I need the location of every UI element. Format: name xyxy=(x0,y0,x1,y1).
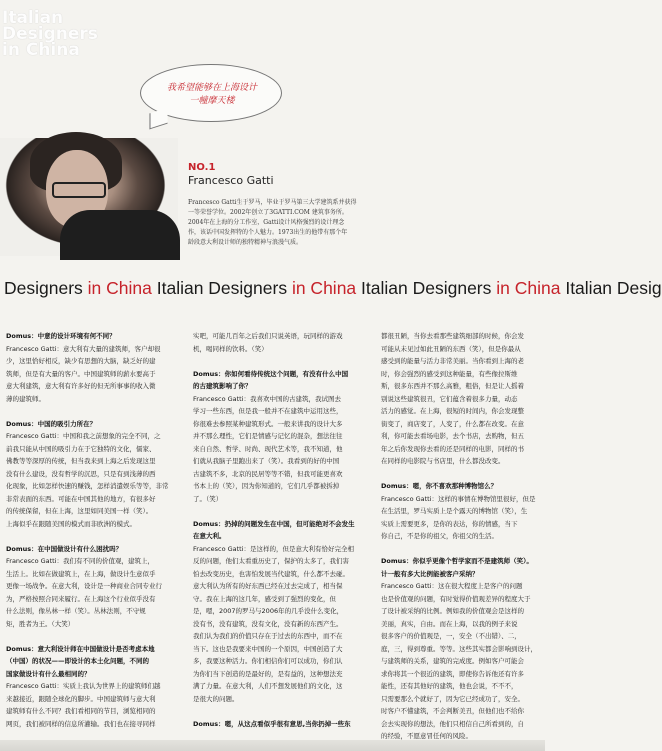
section-title-line: Italian xyxy=(2,8,64,28)
answer-line: 为，严格按照合同来履行。在上海这个行业似乎没有 xyxy=(6,594,156,603)
answer-line: 利，你可能去看场电影，去个书店，去购物，但五 xyxy=(381,432,524,440)
answer-line: Francesco Gatti：是这样的，但是意大利有恰好完全相 xyxy=(193,544,355,553)
question-line: Domus：嗯，从这点看似乎很有意思,当你扔掉一些东 xyxy=(193,719,351,728)
answer-line: 你自己，不是你的祖父，你祖父的生活。 xyxy=(381,532,498,540)
answer-line: Francesco Gatti：我们有不同的价值观，建筑上， xyxy=(6,557,155,565)
banner-title xyxy=(4,278,662,299)
speech-bubble-text xyxy=(152,82,272,108)
answer-line: 意大利认为所有的好东西已经在过去完成了，相当保 xyxy=(193,582,343,590)
answer-line: 庭，三，得到尊重。等等。这些其实都会影响到设计， xyxy=(381,644,537,653)
question-line: 的古建筑影响了你？ xyxy=(193,382,252,390)
answer-line: 只需要那么个就好了，因为它已经成功了，安全。 xyxy=(381,694,524,703)
banner-highlight: in China xyxy=(291,278,357,298)
speech-bubble-tail xyxy=(149,108,167,130)
answer-line: 你很难去参照某种建筑形式。一般来讲我的设计大多 xyxy=(193,419,343,428)
profile-bio xyxy=(188,198,518,248)
answer-line: 更像一场战争。在意大利，设计是一种商业合同专业行 xyxy=(6,582,162,590)
portrait-glasses xyxy=(52,182,106,198)
answer-line: 建筑师有什么不同？我们看相同的节目，浏览相同的 xyxy=(6,707,156,715)
answer-line xyxy=(6,405,186,418)
question-line: （中国）的状况——即设计的本土化问题，不同的 xyxy=(6,657,149,665)
answer-line xyxy=(193,505,373,518)
profile-name: Francesco Gatti xyxy=(188,174,274,187)
section-title-line: Designers xyxy=(2,24,98,44)
answer-line: 别说这些建筑很丑，它们蕴含着很多力量，动态 xyxy=(381,394,518,403)
answer-line: 活力的感觉。在上海，很短的时间内，你会发现整 xyxy=(381,407,524,415)
answer-line: 在同样的电影院与书店里，什么都没改变。 xyxy=(381,457,505,465)
answer-line: 没有什么建设，没有哲学的沉思，只是有到浅薄的西 xyxy=(6,469,156,478)
banner-text: Designers xyxy=(4,278,88,298)
answer-line: 非常表面的东西。可能在中国其他的地方，有很多好 xyxy=(6,494,156,503)
answer-line: 街变了，商店变了，人变了，什么都在改变。在意 xyxy=(381,419,524,428)
answer-line xyxy=(381,468,545,481)
article-column-1 xyxy=(6,330,186,730)
answer-line: 为你们当下创造的是最好的，是有益的，这种想法充 xyxy=(193,669,343,678)
answer-line xyxy=(6,530,186,543)
answer-line: 是，嗯，2007的罗马与2006年的几乎没什么变化， xyxy=(193,607,344,615)
page-edge xyxy=(0,740,545,751)
answer-line xyxy=(6,630,186,643)
answer-line: 矩，胜者为王。（大笑） xyxy=(6,619,75,628)
answer-line: 都很丑陋，当你去看那些建筑细部的时候，你会发 xyxy=(381,332,524,340)
question-line: Domus：中意的设计环境有何不同？ xyxy=(6,332,116,340)
banner-text: Italian Designers xyxy=(151,278,292,298)
answer-line: 机，喝同样的饮料。（笑） xyxy=(193,344,268,353)
bio-line: 一等荣誉学位。2002年创立了3GATTI.COM 建筑事务所。 xyxy=(188,209,348,216)
answer-line: 实吧，可能几百年之后我们只说英语，玩同样的游戏 xyxy=(193,332,343,340)
answer-line: 生活上。比如在做建筑上，在上海，做设计生意似乎 xyxy=(6,569,156,578)
quote-line: 一幢摩天楼 xyxy=(189,96,235,106)
answer-line: 什么法则，像丛林一样（笑）。丛林法则，不守规 xyxy=(6,607,146,615)
answer-line: 也是价值观的问题，有时觉得价值观差异的程度大于 xyxy=(381,594,531,603)
answer-line: 在生活里，罗马实质上是个露天的博物馆（笑），生 xyxy=(381,507,528,515)
section-title xyxy=(2,10,98,58)
question-line: 在意大利。 xyxy=(193,532,226,540)
banner-text: Italian Designers xyxy=(356,278,497,298)
answer-line: 古建筑不多，北京的民居等等不错，但我可能更喜欢 xyxy=(193,469,343,478)
question-line: Domus：意大利设计师在中国做设计是否考虑本地 xyxy=(6,644,155,653)
question-line: Domus：你如何看待传统这个问题，有没有什么中国 xyxy=(193,369,349,378)
answer-line: 年之后你发现你去看的还是同样的电影，同样的书 xyxy=(381,444,524,453)
answer-line: 怕去改变历史，也害怕发展当代建筑，什么都不去碰。 xyxy=(193,569,349,578)
question-line: Domus：扔掉的问题发生在中国，但可能绝对不会发生 xyxy=(193,519,355,528)
answer-line: 了。（笑） xyxy=(193,494,223,503)
question-line: Domus：在中国做设计有什么困扰吗？ xyxy=(6,544,123,553)
answer-line: Francesco Gatti：实质上我认为世界上的建筑师们越 xyxy=(6,682,161,690)
answer-line: 来自自然、哲学、时尚、现代艺术等，我不知道，他 xyxy=(193,444,343,453)
answer-line: 反的问题，他们太看重历史了，保护的太多了，我们害 xyxy=(193,557,349,565)
answer-line: Francesco Gatti：我喜欢中国的古建筑，我试图去 xyxy=(193,394,342,403)
answer-line: 薄的建筑师。 xyxy=(6,394,45,403)
answer-line: 守。我在上海的这几年，感受到了强烈的变化，但 xyxy=(193,594,336,603)
answer-line: 们就从我脑子里跑出来了（笑）。我看到的好的中国 xyxy=(193,457,340,465)
question-line: Domus：你似乎更像个哲学家而不是建筑师（笑）。 xyxy=(381,557,533,565)
answer-line: 意大利建筑，意大利有许多好的但无所事事的收入微 xyxy=(6,382,156,390)
answer-line: 求你将其一个很近的建筑，即使你告诉他还有许多 xyxy=(381,669,524,678)
question-line: Domus：中国的吸引力所在？ xyxy=(6,419,97,428)
answer-line: 的经验，不愿意冒任何的风险。 xyxy=(381,732,472,740)
answer-line: 化现象，比如怎样快速的赚钱，怎样消遣娱乐等等，非常 xyxy=(6,482,169,490)
answer-line: 可能从未见过如此丑陋的东西（笑），但是你最从 xyxy=(381,344,521,353)
answer-line: 的传统保留，但在上海，这里如同美国一样（笑）。 xyxy=(6,507,153,515)
question-line: Domus：嗯，你不喜欢那种博物馆么？ xyxy=(381,482,498,490)
answer-line: 书本上的（笑），因为你知道的，它们几乎都被拆掉 xyxy=(193,482,340,490)
answer-line: 学习一些东西，但是我一般并不在建筑中运用这些， xyxy=(193,407,343,415)
answer-line: Francesco Gatti：中国和我之前想象的完全不同，之 xyxy=(6,432,161,440)
answer-line: 实质上需要更多，是你的表达，你的情感，当下 xyxy=(381,519,518,528)
answer-line xyxy=(381,543,545,556)
banner-highlight: in China xyxy=(496,278,561,298)
answer-line: 了设计被采纳的比例。例如我的价值观会是这样的 xyxy=(381,607,524,615)
answer-line: 网页，我们被同样的信息所灌输。我们也在接寻同样 xyxy=(6,719,156,728)
answer-line: 与建筑师的关系，建筑的完成度。例如客户可能会 xyxy=(381,657,524,665)
article-column-2 xyxy=(193,330,373,730)
portrait-body xyxy=(60,210,180,260)
banner-highlight: in China xyxy=(87,278,152,298)
answer-line: 多，我要这种活力。你们相信你们可以成功，你们认 xyxy=(193,657,343,665)
question-line: 计一般有多大比例能被客户采纳？ xyxy=(381,569,479,578)
article-column-3 xyxy=(381,330,545,743)
bio-line: 2004年在上海的分工作室，Gatti设计风格强烈的设计理念 xyxy=(188,219,345,226)
answer-line: 并不那么理性，它们是情感与记忆的混杂，想法往往 xyxy=(193,432,343,440)
answer-line: 美丽，真实，自由。而在上海，以我的例子来说 xyxy=(381,619,518,628)
answer-line xyxy=(193,355,373,368)
bio-line: Francesco Gatti生于罗马，毕业于罗马第三大学建筑系并获得 xyxy=(188,199,357,206)
answer-line: 前我只能从中国的吸引力在于它独特的文化，儒家、 xyxy=(6,444,156,453)
answer-line: 佛教等等深厚的传统，但当我来到上海之后发现这里 xyxy=(6,457,156,465)
answer-line: 会去实现你的想法，他们只相信自己所看到的，自 xyxy=(381,719,524,728)
answer-line: 当下。这也是我要来中国的一个原因，中国创造了大 xyxy=(193,644,343,653)
answer-line: 满了力量。在意大利，人们不想发展他们的文化，这 xyxy=(193,682,343,690)
bio-line: 作，该话中国发挥特的个人魅力。1973出生的他带有那个年 xyxy=(188,229,348,236)
answer-line: 斯，很多东西并不那么高雅，粗俗，但是让人摇着 xyxy=(381,382,524,390)
answer-line: 没有书，没有建筑，没有文化，没有新的东西产生。 xyxy=(193,619,343,628)
bio-line: 龄段意大利设计师的独特精神与浪漫气质。 xyxy=(188,239,303,246)
answer-line: 时，你会强烈的感受到这种能量，有些像拉斯维 xyxy=(381,369,518,378)
answer-line: 上海似乎在跟随美国的模式而非欧洲的模式。 xyxy=(6,519,136,528)
section-title-line: in China xyxy=(2,40,80,60)
answer-line: Francesco Gatti：这在很大程度上是客户的问题 xyxy=(381,582,523,590)
answer-line: 很多客户的价值观是，一，安全（不出错）、二， xyxy=(381,632,521,640)
answer-line xyxy=(193,705,373,718)
answer-line: 少，这里恰好相反，缺少有思想的大脑，缺乏好的建 xyxy=(6,357,156,365)
answer-line: Francesco Gatti：这样的事情在博物馆里很好，但是 xyxy=(381,494,536,503)
answer-line: 我们认为我们的价值只存在于过去的东西中，而不在 xyxy=(193,632,343,640)
answer-line: Francesco Gatti：意大利有大量的建筑师，客户却很 xyxy=(6,344,161,353)
answer-line: 时客户不懂建筑，不会判断美丑，但他们也不给你 xyxy=(381,707,524,715)
profile-number: NO.1 xyxy=(188,162,216,173)
answer-line: 筑师，但是有大量的客户。中国建筑师的薪水要高于 xyxy=(6,369,156,378)
answer-line: 是很大的问题。 xyxy=(193,694,239,703)
quote-line: 我希望能够在上海设计 xyxy=(166,83,257,93)
banner-text: Italian Desig xyxy=(560,278,662,298)
answer-line: 能性，还有其他好的建筑，他也会说，不不不， xyxy=(381,682,518,690)
question-line: 国家做设计有什么最相同的？ xyxy=(6,669,91,678)
answer-line: 感受到的能量与活力非常美丽。当你看到上海的老 xyxy=(381,357,524,365)
answer-line: 来越接近，跟随全球化的脚步。中国建筑师与意大利 xyxy=(6,694,156,703)
